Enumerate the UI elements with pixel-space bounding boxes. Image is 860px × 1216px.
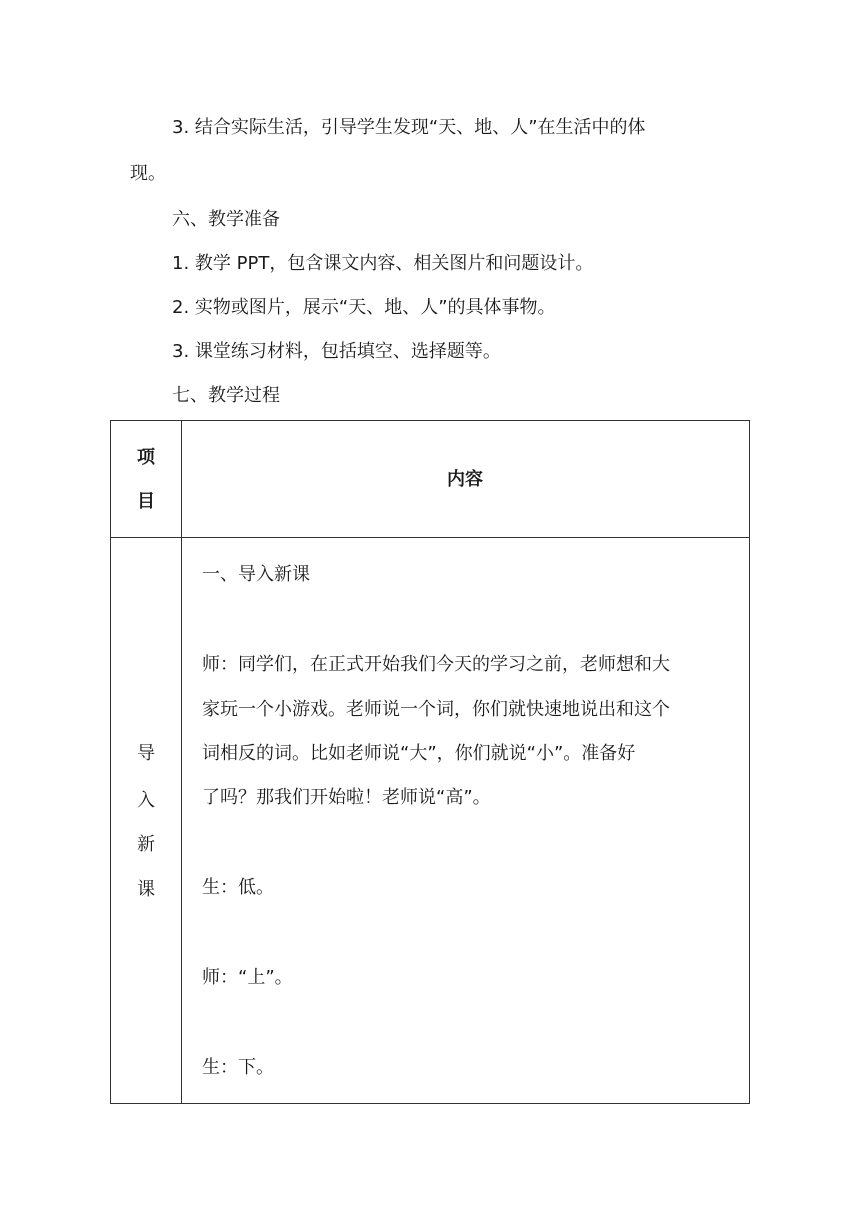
row-label-char-4: 课 xyxy=(137,879,155,900)
content-title: 一、导入新课 xyxy=(202,564,310,585)
section-7-heading: 七、教学过程 xyxy=(172,385,280,406)
section-6-item-3: 3. 课堂练习材料，包括填空、选择题等。 xyxy=(172,341,501,362)
section-6-item-2: 2. 实物或图片，展示“天、地、人”的具体事物。 xyxy=(172,297,556,318)
teacher-line-2: 家玩一个小游戏。老师说一个词，你们就快速地说出和这个 xyxy=(202,699,670,720)
table-row-divider xyxy=(111,537,749,538)
header-item-char-1: 项 xyxy=(137,447,155,468)
header-item-char-2: 目 xyxy=(137,491,155,512)
teacher-line-5: 师：“上”。 xyxy=(202,967,293,988)
row-label-char-2: 入 xyxy=(137,790,155,811)
header-content: 内容 xyxy=(447,469,483,490)
table-column-divider xyxy=(181,421,182,1103)
row-label-char-1: 导 xyxy=(137,743,155,764)
teacher-line-3: 词相反的词。比如老师说“大”，你们就说“小”。准备好 xyxy=(202,743,636,764)
row-label-char-3: 新 xyxy=(137,834,155,855)
student-response-2: 生：下。 xyxy=(202,1057,274,1078)
teacher-line-4: 了吗？那我们开始啦！老师说“高”。 xyxy=(202,787,491,808)
section-6-item-1: 1. 教学 PPT，包含课文内容、相关图片和问题设计。 xyxy=(172,253,594,274)
section-6-heading: 六、教学准备 xyxy=(172,209,280,230)
student-response-1: 生：低。 xyxy=(202,877,274,898)
intro-point-3-continued: 现。 xyxy=(130,163,166,184)
teaching-process-table xyxy=(110,420,750,1104)
intro-point-3: 3. 结合实际生活，引导学生发现“天、地、人”在生活中的体 xyxy=(172,117,646,138)
teacher-line-1: 师：同学们，在正式开始我们今天的学习之前，老师想和大 xyxy=(202,654,670,675)
